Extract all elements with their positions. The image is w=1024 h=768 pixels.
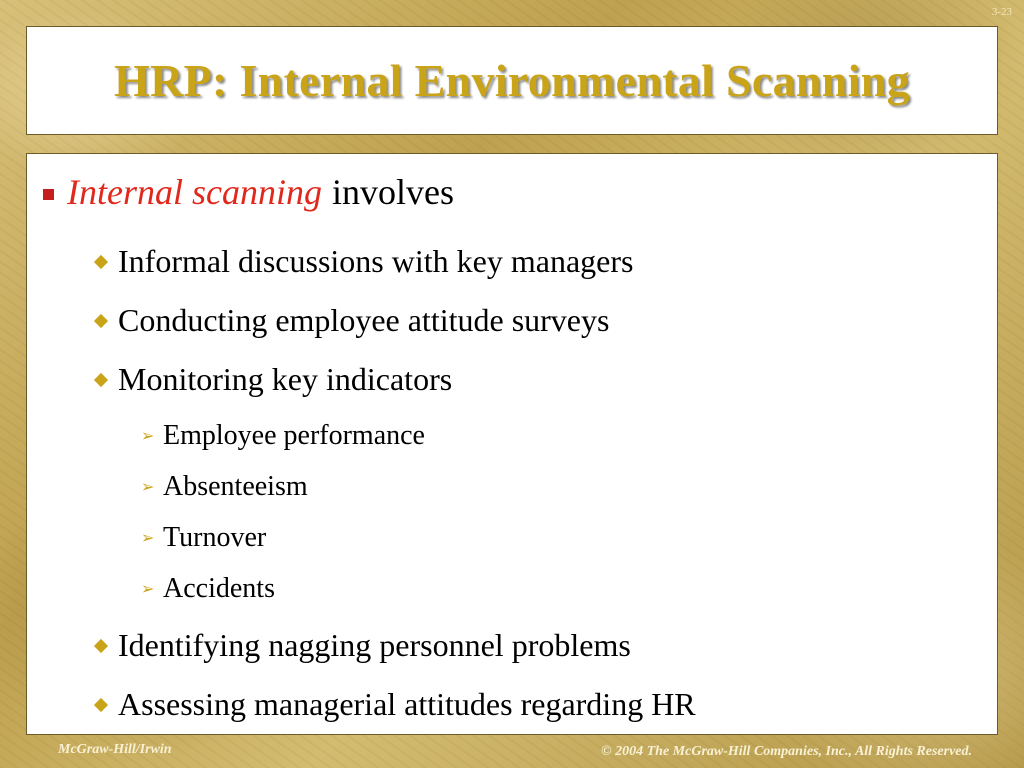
indicator-list xyxy=(141,410,425,614)
list-item xyxy=(141,512,425,563)
diamond-bullet-icon xyxy=(94,697,108,711)
arrow-bullet-icon: ➢ xyxy=(141,426,155,445)
list-item-text: Informal discussions with key managers xyxy=(118,243,634,279)
list-item-text: Monitoring key indicators xyxy=(118,361,453,397)
list-item xyxy=(93,291,633,350)
main-bullet-emphasis: Internal scanning xyxy=(67,172,322,212)
list-item-text: Employee performance xyxy=(163,419,425,451)
arrow-bullet-icon: ➢ xyxy=(141,528,155,547)
list-item xyxy=(93,675,696,734)
diamond-bullet-icon xyxy=(94,254,108,268)
list-item-text: Identifying nagging personnel problems xyxy=(118,627,631,663)
subpoint-list-b xyxy=(93,616,696,734)
diamond-bullet-icon xyxy=(94,638,108,652)
square-bullet-icon xyxy=(43,189,54,200)
diamond-bullet-icon xyxy=(94,313,108,327)
main-bullet xyxy=(43,170,454,214)
list-item-text: Absenteeism xyxy=(163,470,308,502)
arrow-bullet-icon: ➢ xyxy=(141,579,155,598)
list-item xyxy=(141,563,425,614)
arrow-bullet-icon: ➢ xyxy=(141,477,155,496)
main-bullet-list xyxy=(43,170,454,214)
diamond-bullet-icon xyxy=(94,372,108,386)
title-box xyxy=(26,26,998,135)
list-item-text: Conducting employee attitude surveys xyxy=(118,302,610,338)
slide-number: 3-23 xyxy=(991,6,1012,18)
list-item-text: Accidents xyxy=(163,572,275,604)
list-item xyxy=(93,616,696,675)
list-item-text: Turnover xyxy=(163,521,267,553)
subpoint-list-a xyxy=(93,232,633,409)
list-item-text: Assessing managerial attitudes regarding HR xyxy=(118,686,696,722)
footer-copyright: © 2004 The McGraw-Hill Companies, Inc., All Rights Reserved. xyxy=(601,744,972,759)
content-box xyxy=(26,153,998,735)
slide-title: HRP: Internal Environmental Scanning xyxy=(114,55,910,106)
list-item xyxy=(93,232,633,291)
list-item xyxy=(141,410,425,461)
list-item xyxy=(93,350,633,409)
footer-publisher: McGraw-Hill/Irwin xyxy=(58,742,172,757)
list-item xyxy=(141,461,425,512)
main-bullet-text: involves xyxy=(331,172,454,212)
